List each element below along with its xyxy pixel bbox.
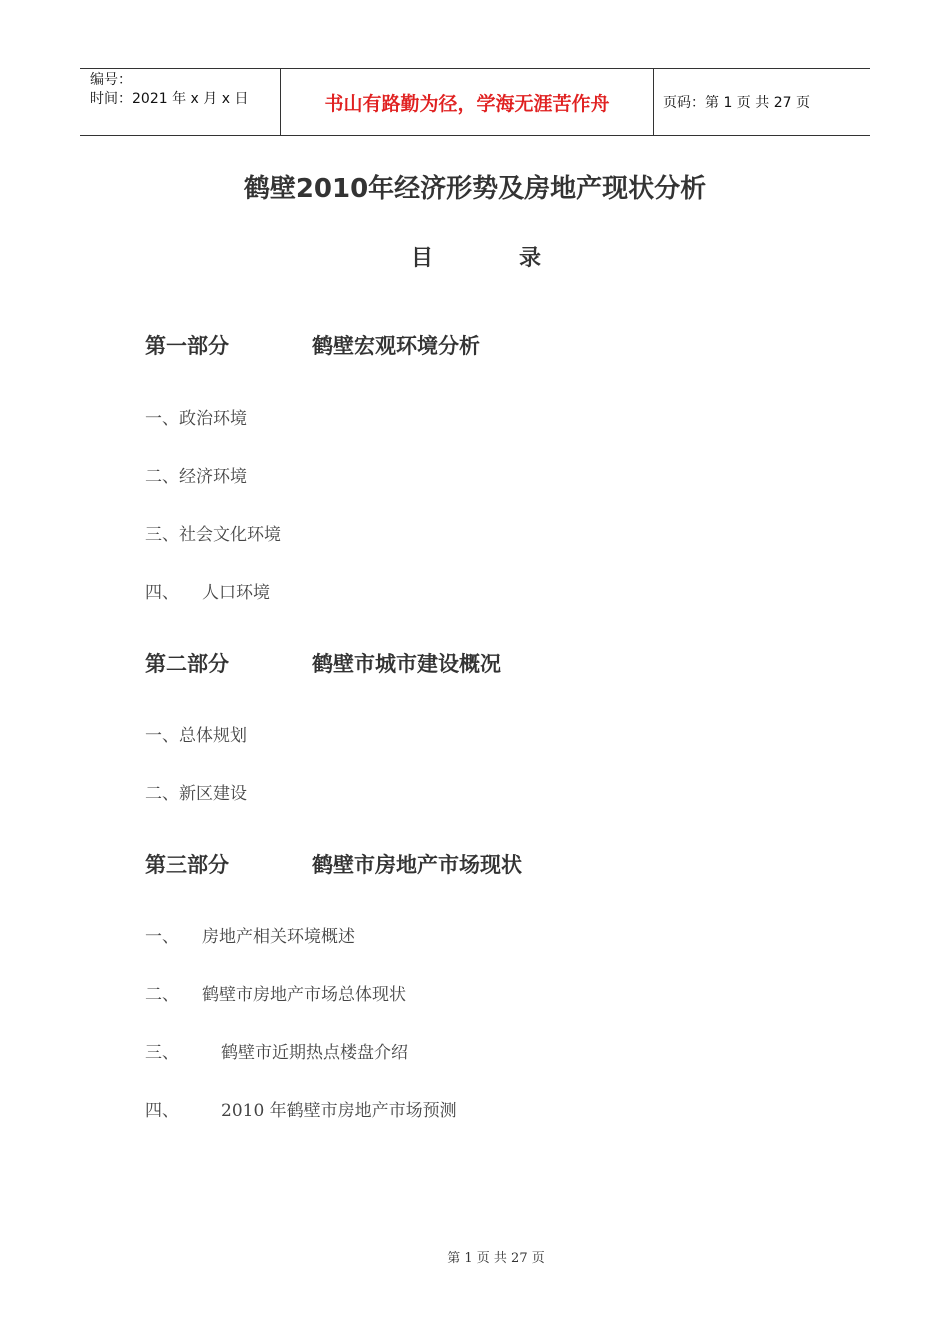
toc-part-1[interactable]: [145, 330, 480, 360]
toc-heading-char-1: 目: [411, 246, 434, 271]
toc-part-label: 第三部分: [145, 853, 229, 877]
toc-item[interactable]: [145, 462, 247, 487]
toc-item-number: 四、: [145, 583, 179, 603]
header-page-info: 页码：第 1 页 共 27 页: [663, 95, 810, 111]
toc-item-text: 房地产相关环境概述: [202, 927, 355, 947]
toc-item-text: 政治环境: [179, 409, 247, 429]
toc-item[interactable]: [145, 1096, 457, 1121]
toc-item[interactable]: [145, 980, 406, 1005]
toc-part-label: 第一部分: [145, 334, 229, 358]
toc-part-name: 鹤壁市房地产市场现状: [312, 853, 522, 877]
toc-item[interactable]: [145, 520, 281, 545]
document-date-label: 时间：2021 年 x 月 x 日: [90, 91, 249, 107]
toc-item[interactable]: [145, 578, 270, 603]
toc-item[interactable]: [145, 779, 247, 804]
page-header-table: [80, 68, 870, 136]
document-number-label: 编号：: [90, 72, 132, 88]
toc-item[interactable]: [145, 404, 247, 429]
toc-item-number: 三、: [145, 1043, 179, 1063]
toc-item-number: 一、: [145, 726, 179, 746]
toc-item-number: 二、: [145, 985, 179, 1005]
toc-part-3[interactable]: [145, 849, 522, 879]
toc-item-text: 鹤壁市房地产市场总体现状: [202, 985, 406, 1005]
header-meta-cell: [80, 69, 281, 135]
toc-item-text: 新区建设: [179, 784, 247, 804]
toc-item-number: 二、: [145, 784, 179, 804]
toc-item-text: 2010 年鹤壁市房地产市场预测: [221, 1101, 457, 1121]
toc-item-number: 三、: [145, 525, 179, 545]
toc-item-text: 人口环境: [202, 583, 270, 603]
toc-item-number: 一、: [145, 927, 179, 947]
toc-heading-char-2: 录: [518, 246, 541, 271]
header-motto: 书山有路勤为径，学海无涯苦作舟: [281, 69, 654, 135]
toc-item[interactable]: [145, 922, 355, 947]
toc-heading: [411, 241, 541, 272]
toc-item[interactable]: [145, 721, 247, 746]
toc-item[interactable]: [145, 1038, 408, 1063]
toc-item-text: 总体规划: [179, 726, 247, 746]
toc-item-text: 鹤壁市近期热点楼盘介绍: [221, 1043, 408, 1063]
toc-item-text: 社会文化环境: [179, 525, 281, 545]
toc-item-number: 四、: [145, 1101, 179, 1121]
page-footer: 第 1 页 共 27 页: [447, 1251, 545, 1266]
toc-part-2[interactable]: [145, 648, 501, 678]
toc-item-number: 二、: [145, 467, 179, 487]
toc-part-name: 鹤壁市城市建设概况: [312, 652, 501, 676]
document-title: 鹤壁2010年经济形势及房地产现状分析: [243, 174, 707, 204]
toc-part-label: 第二部分: [145, 652, 229, 676]
toc-part-name: 鹤壁宏观环境分析: [312, 334, 480, 358]
toc-item-text: 经济环境: [179, 467, 247, 487]
toc-item-number: 一、: [145, 409, 179, 429]
